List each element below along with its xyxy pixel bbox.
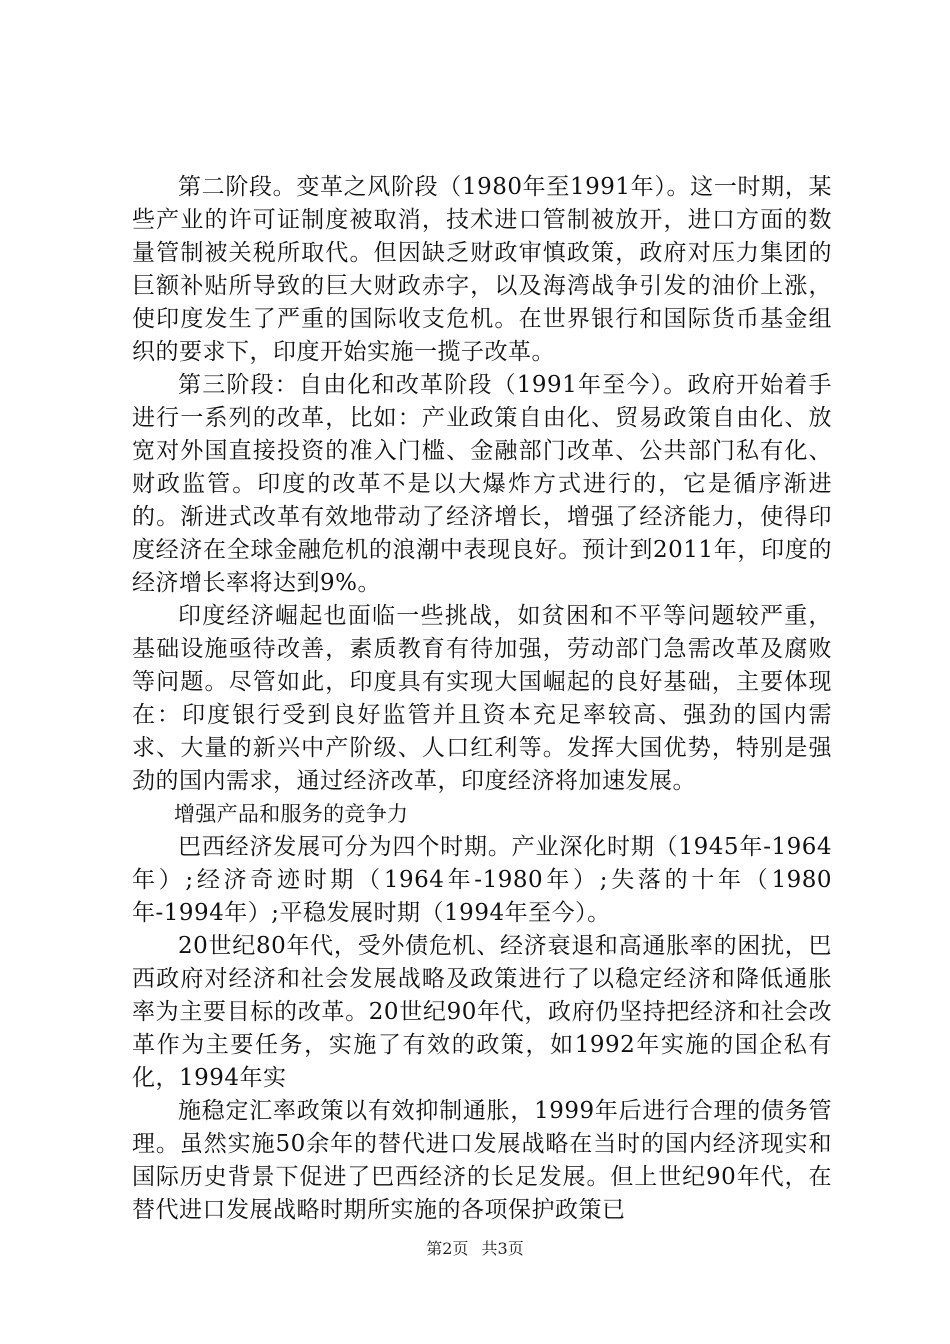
page-footer [0, 1239, 950, 1259]
paragraph-stage-three: 第三阶段：自由化和改革阶段（1991年至今）。政府开始着手进行一系列的改革，比如：产业政策自由化、贸易政策自由化、放宽对外国直接投资的准入门槛、金融部门改革、公共部门私有化、财政监管。印度的改革不是以大爆炸方式进行的，它是循序渐进的。渐进式改革有效地带动了经济增长，增强了经济能力，使得印度经济在全球金融危机的浪潮中表现良好。预计到2011年，印度的经济增长率将达到9%。 [132, 372, 832, 596]
paragraph-india-challenges: 印度经济崛起也面临一些挑战，如贫困和不平等问题较严重，基础设施亟待改善，素质教育有待加强，劳动部门急需改革及腐败等问题。尽管如此，印度具有实现大国崛起的良好基础，主要体现在：印度银行受到良好监管并且资本充足率较高、强劲的国内需求、大量的新兴中产阶级、人口红利等。发挥大国优势，特别是强劲的国内需求，通过经济改革，印度经济将加速发展。 [132, 603, 832, 794]
paragraph-brazil-periods: 巴西经济发展可分为四个时期。产业深化时期（1945年-1964年）;经济奇迹时期（1964年-1980年）;失落的十年（1980年-1994年）;平稳发展时期（1994年至今）。 [132, 834, 832, 926]
paragraph-stage-two: 第二阶段。变革之风阶段（1980年至1991年）。这一时期，某些产业的许可证制度被取消，技术进口管制被放开，进口方面的数量管制被关税所取代。但因缺乏财政审慎政策，政府对压力集团的巨额补贴所导致的巨大财政赤字，以及海湾战争引发的油价上涨，使印度发生了严重的国际收支危机。在世界银行和国际货币基金组织的要求下，印度开始实施一揽子改革。 [132, 174, 832, 365]
paragraph-brazil-1980s: 20世纪80年代，受外债危机、经济衰退和高通胀率的困扰，巴西政府对经济和社会发展战略及政策进行了以稳定经济和降低通胀率为主要目标的改革。20世纪90年代，政府仍坚持把经济和社会改革作为主要任务，实施了有效的政策，如1992年实施的国企私有化，1994年实 [132, 933, 832, 1091]
document-body [132, 171, 832, 1227]
section-heading: 增强产品和服务的竞争力 [174, 802, 409, 826]
paragraph-brazil-policies: 施稳定汇率政策以有效抑制通胀，1999年后进行合理的债务管理。虽然实施50余年的替代进口发展战略在当时的国内经济现实和国际历史背景下促进了巴西经济的长足发展。但上世纪90年代，在替代进口发展战略时期所实施的各项保护政策已 [132, 1098, 832, 1223]
page-number: 第2页 [426, 1239, 469, 1258]
page-total: 共3页 [481, 1239, 524, 1258]
